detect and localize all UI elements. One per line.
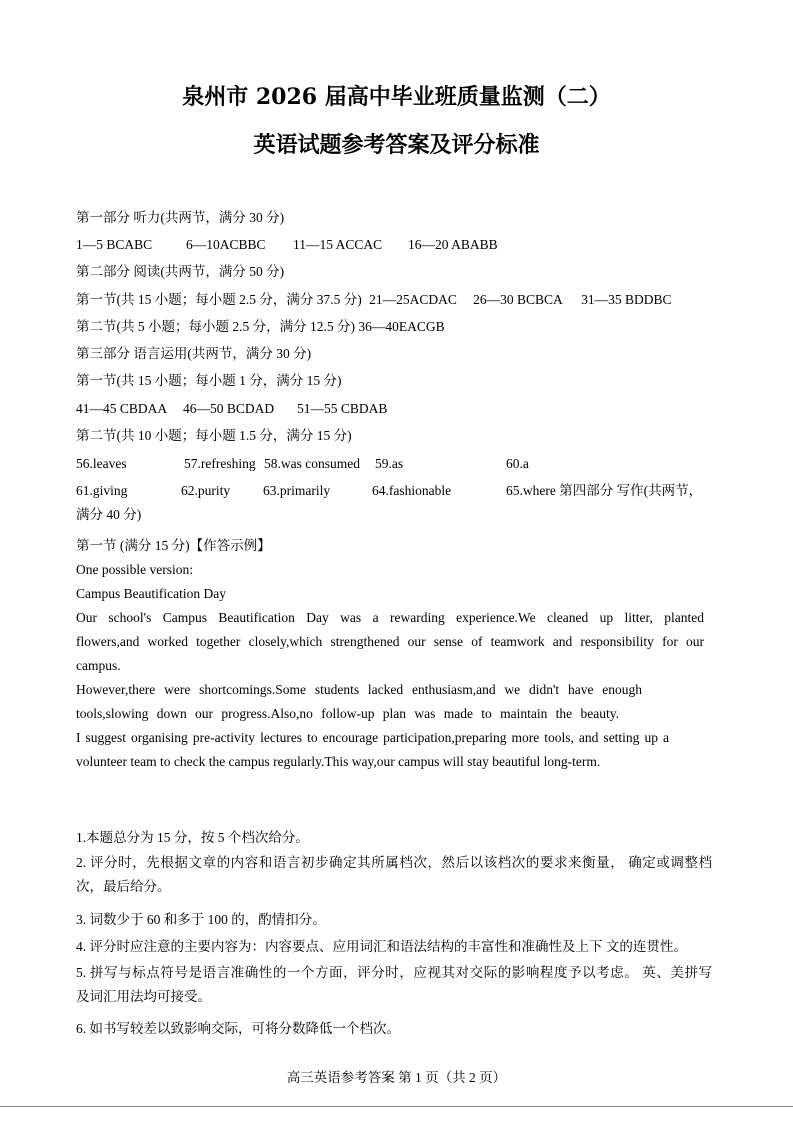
essay-line: I suggest organising pre-activity lectures to encourage participation,preparing more tools, and setting up a [76, 730, 669, 745]
fill-answer: 56.leaves [76, 456, 127, 471]
essay-line: volunteer team to check the campus regularly.This way,our campus will stay beautiful long-term. [76, 754, 601, 769]
listening-answers [76, 236, 498, 254]
essay-paragraph-2 [76, 678, 642, 726]
fill-answer: 57.refreshing [184, 456, 256, 471]
scoring-rule-line: 5. 拼写与标点符号是语言准确性的一个方面，评分时，应视其对交际的影响程度予以考虑。 英、美拼写 [76, 965, 712, 980]
scoring-rule-1: 1.本题总分为 15 分，按 5 个档次给分。 [76, 830, 309, 845]
essay-paragraph-1 [76, 606, 704, 678]
fill-answer: 59.as [375, 456, 404, 471]
answer-group: 11—15 ACCAC [293, 237, 383, 252]
reading-section1-label: 第一节(共 15 小题；每小题 2.5 分，满分 37.5 分) [76, 292, 362, 307]
essay-line: Our school's Campus Beautification Day was a rewarding experience.We cleaned up litter, planted [76, 610, 704, 625]
scoring-rule-line: 及词汇用法均可接受。 [76, 989, 211, 1004]
footer-divider [0, 1106, 793, 1107]
essay-line: flowers,and worked together closely,which strengthened our sense of teamwork and responsibility for our [76, 634, 704, 649]
listening-heading: 第一部分 听力(共两节，满分 30 分) [76, 210, 285, 225]
fill-answer: 63.primarily [263, 483, 331, 498]
answer-group: 41—45 CBDAA [76, 401, 168, 416]
reading-heading: 第二部分 阅读(共两节，满分 50 分) [76, 264, 285, 279]
answer-group: 16—20 ABABB [408, 237, 498, 252]
scoring-rule-5 [76, 961, 712, 1009]
reading-section2: 第二节(共 5 小题；每小题 2.5 分，满分 12.5 分) 36—40EACGB [76, 319, 445, 334]
answer-group: 31—35 BDDBC [581, 292, 672, 307]
essay-line: tools,slowing down our progress.Also,no follow-up plan was made to maintain the beauty. [76, 706, 619, 721]
fill-answer: 61.giving [76, 483, 128, 498]
fill-answer: 58.was consumed [264, 456, 360, 471]
reading-section1 [76, 291, 672, 309]
page-subtitle: 英语试题参考答案及评分标准 [253, 132, 540, 158]
writing-section1: 第一节 (满分 15 分)【作答示例】 [76, 538, 271, 553]
fill-answer: 65.where 第四部分 写作(共两节， [506, 483, 703, 498]
scoring-rule-3: 3. 词数少于 60 和多于 100 的，酌情扣分。 [76, 912, 326, 927]
answer-group: 51—55 CBDAB [297, 401, 388, 416]
language-use-section2: 第二节(共 10 小题；每小题 1.5 分，满分 15 分) [76, 428, 352, 443]
language-use-heading: 第三部分 语言运用(共两节，满分 30 分) [76, 346, 312, 361]
fill-answers-row3: 满分 40 分) [76, 507, 142, 522]
fill-answers-row1 [76, 455, 529, 473]
version-label: One possible version: [76, 562, 193, 577]
scoring-rule-line: 2. 评分时，先根据文章的内容和语言初步确定其所属档次，然后以该档次的要求来衡量， 确定或调整档 [76, 855, 712, 870]
scoring-rule-6: 6. 如书写较差以致影响交际，可将分数降低一个档次。 [76, 1021, 400, 1036]
answer-group: 1—5 BCABC [76, 237, 153, 252]
scoring-rule-2 [76, 851, 712, 899]
answer-group: 46—50 BCDAD [183, 401, 275, 416]
fill-answers-row2 [76, 482, 702, 500]
essay-line: However,there were shortcomings.Some students lacked enthusiasm,and we didn't have enough [76, 682, 642, 697]
essay-line: campus. [76, 658, 121, 673]
language-use-section1: 第一节(共 15 小题；每小题 1 分，满分 15 分) [76, 373, 342, 388]
page-footer: 高三英语参考答案 第 1 页（共 2 页） [286, 1070, 507, 1085]
essay-title: Campus Beautification Day [76, 586, 226, 601]
scoring-rule-4: 4. 评分时应注意的主要内容为：内容要点、应用词汇和语法结构的丰富性和准确性及上下 文的连贯性。 [76, 939, 687, 954]
fill-answer: 64.fashionable [372, 483, 452, 498]
fill-answer: 62.purity [181, 483, 231, 498]
answer-group: 6—10ACBBC [186, 237, 266, 252]
answer-group: 21—25ACDAC [369, 292, 457, 307]
page-title: 泉州市 2026 届高中毕业班质量监测（二） [182, 84, 611, 110]
answer-group: 26—30 BCBCA [473, 292, 563, 307]
essay-paragraph-3 [76, 726, 704, 774]
scoring-rule-line: 次，最后给分。 [76, 879, 171, 894]
fill-answer: 60.a [506, 456, 529, 471]
language-use-section1-answers [76, 400, 387, 418]
